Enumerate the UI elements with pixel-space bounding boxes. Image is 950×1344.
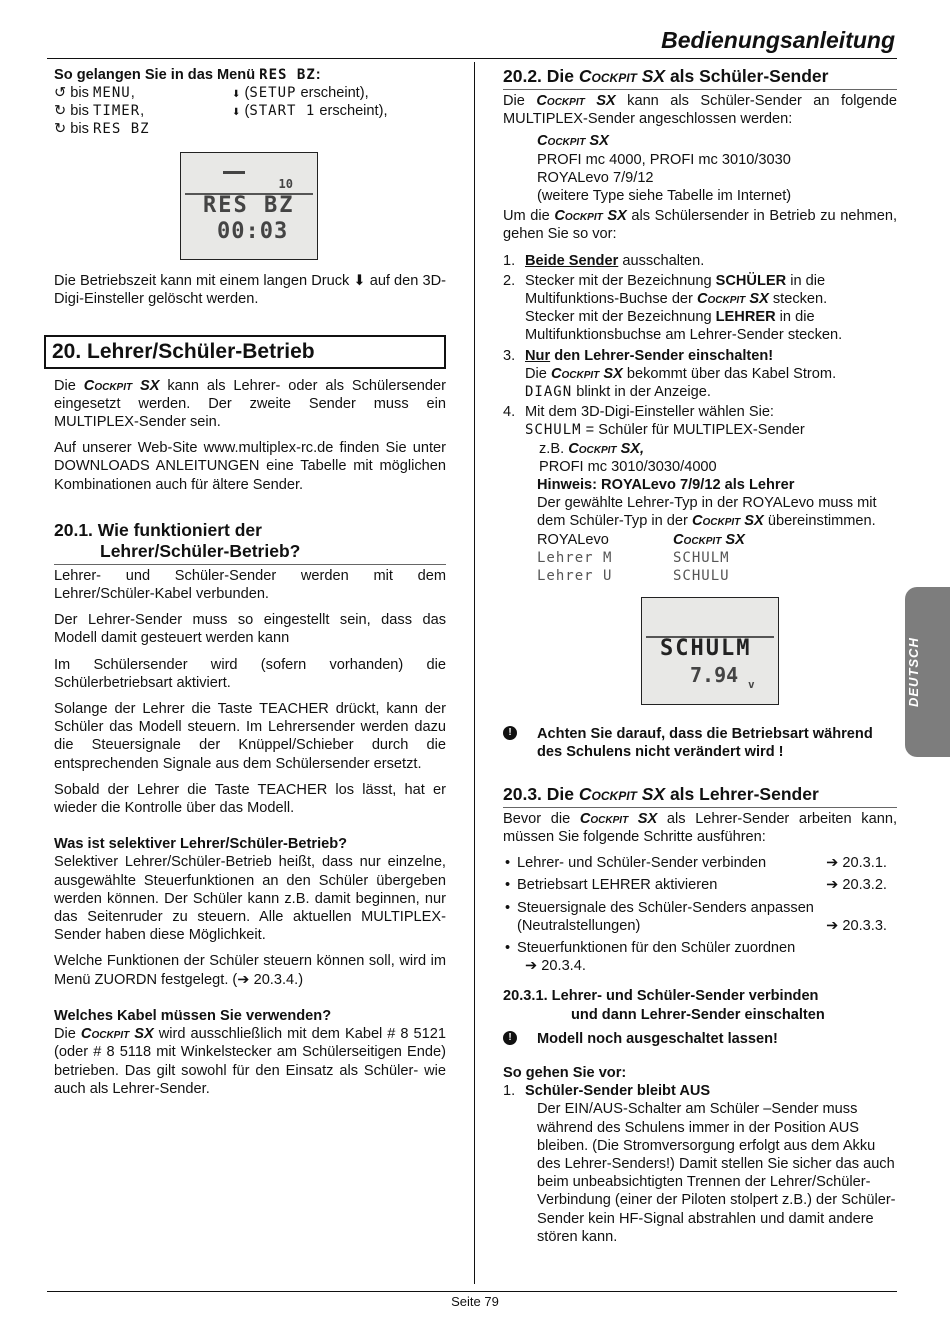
rotate-right-icon: ↻ [54,103,67,120]
warning-2: ! Modell noch ausgeschaltet lassen! [503,1030,897,1048]
menu-step: ↻ bis RES BZ [54,121,150,138]
warning-icon: ! [503,1031,517,1045]
press-down-icon: ⬇ [232,107,241,119]
language-tab [905,587,950,757]
procedure-heading: So gehen Sie vor: [503,1064,627,1081]
lcd-line-1: SCHULM [660,636,752,662]
selective-para-2: Welche Funktionen der Schüler steuern können soll, wird im Menü ZUORDN festgelegt. (➔ 20.3.4.) [54,953,446,988]
section-20-1-para-3: Im Schülersender wird (sofern vorhanden) die Schülerbetriebsart aktiviert. [54,656,446,691]
page-title: Bedienungsanleitung [661,27,895,53]
step-4: 4. Mit dem 3D-Digi-Einsteller wählen Sie: SCHULM = Schüler für MULTIPLEX-Sender z.B. Cockpit SX, PROFI mc 3010/3030/4000 Hinweis: ROYALevo 7/9/12 als Lehrer Der gewählte Lehrer-Typ in der ROYALevo muss mit dem Schüler-Typ in der Cockpit SX übereinstimmen. ROYALevo Cockpit SX Lehrer M SCHULM Lehrer U SCHULU [503,403,897,585]
left-column [54,66,446,1098]
lcd-line-2: 7.94 [690,663,739,688]
section-20-1-para-2: Der Lehrer-Sender muss so eingestellt sein, dass das Modell damit gesteuert werden kann [54,612,446,647]
lcd-line-2: 00:03 [217,219,289,245]
menu-step: ↻ bis TIMER, ⬇ (START 1 erscheint), [54,103,388,120]
language-tab-label: DEUTSCH [906,637,921,707]
section-20-1-para-5: Sobald der Lehrer die Taste TEACHER los lässt, hat er wieder die Kontrolle über das Modell. [54,781,446,817]
section-20-2-heading: 20.2. Die Cockpit SX als Schüler-Sender [503,66,897,90]
step-3: 3. Nur den Lehrer-Sender einschalten! Die Cockpit SX bekommt über das Kabel Strom. DIAGN blinkt in der Anzeige. [503,347,837,401]
lcd-unit: v [748,678,755,692]
compatible-senders: Cockpit SX PROFI mc 4000, PROFI mc 3010/3030 ROYALevo 7/9/12 (weitere Type siehe Tabelle im Internet) [537,133,792,205]
list-item: • Betriebsart LEHRER aktivieren ➔ 20.3.2. [503,876,897,894]
lcd-display-res-bz [180,152,318,260]
section-20-1-heading: 20.1. Wie funktioniert der Lehrer/Schüler-Betrieb? [54,520,446,565]
warning-icon: ! [503,726,517,740]
section-20-3-para: Bevor die Cockpit SX als Lehrer-Sender arbeiten kann, müssen Sie folgende Schritte ausführen: [503,810,897,845]
teacher-steps-list [503,854,897,975]
footer-rule [47,1291,897,1292]
header-rule [47,58,897,59]
menu-steps [54,84,446,138]
lcd-display-schulm [641,597,779,705]
section-20-para-1: Die Cockpit SX kann als Lehrer- oder als Schülersender eingesetzt werden. Der zweite Sender muss ein MULTIPLEX-Sender sein. [54,377,447,431]
column-divider [474,62,475,1284]
hint-text: Der gewählte Lehrer-Typ in der ROYALevo muss mit dem Schüler-Typ in der Cockpit SX übereinstimmen. [537,495,877,530]
section-20-2-para-2: Um die Cockpit SX als Schülersender in Betrieb zu nehmen, gehen Sie so vor: [503,208,898,243]
reset-note: Die Betriebszeit kann mit einem langen Druck ⬇ auf den 3D-Digi-Einsteller gelöscht werden. [54,273,446,308]
cable-para: Die Cockpit SX wird ausschließlich mit dem Kabel # 8 5121 (oder # 8 5118 mit Winkelstecker am Schülerseitigen Ende) betrieben. Das gilt sowohl für den Einsatz als Schüler- wie auch als Lehrer-Sender. [54,1026,447,1097]
selective-heading: Was ist selektiver Lehrer/Schüler-Betrieb? [54,836,348,853]
section-20-3-heading: 20.3. Die Cockpit SX als Lehrer-Sender [503,784,897,808]
student-steps [503,252,897,586]
procedure-list [503,1082,897,1246]
lcd-line-1: RES BZ [203,193,295,219]
section-20-para-2: Auf unserer Web-Site www.multiplex-rc.de finden Sie unter DOWNLOADS ANLEITUNGEN eine Tabelle mit möglichen Kombinationen auch für ältere Sender. [54,440,446,493]
warning-1: ! Achten Sie darauf, dass die Betriebsart während des Schulens nicht verändert wird ! [503,725,897,761]
list-item: • Steuerfunktionen für den Schüler zuordnen ➔ 20.3.4. [503,939,897,975]
rotate-right-icon: ↻ [54,121,67,138]
menu-intro: So gelangen Sie in das Menü RES BZ: [54,67,321,83]
type-table: ROYALevo Cockpit SX Lehrer M SCHULM Lehrer U SCHULU [537,531,745,585]
lcd-small-value: 10 [278,177,293,192]
section-20-2-para-1: Die Cockpit SX kann als Schüler-Sender an folgende MULTIPLEX-Sender angeschlossen werden: [503,93,898,128]
section-20-3-1-heading: 20.3.1. Lehrer- und Schüler-Sender verbinden und dann Lehrer-Sender einschalten [503,988,825,1023]
section-20-heading: 20. Lehrer/Schüler-Betrieb [44,335,446,369]
cable-heading: Welches Kabel müssen Sie verwenden? [54,1007,332,1024]
list-item: • Lehrer- und Schüler-Sender verbinden ➔ 20.3.1. [503,854,897,872]
page-number: Seite 79 [451,1294,499,1309]
menu-step: ↺ bis MENU, ⬇ (SETUP erscheint), [54,85,369,102]
lcd-bar [223,171,245,174]
procedure-step-1: 1. Schüler-Sender bleibt AUS Der EIN/AUS-Schalter am Schüler –Sender muss während des Schulens immer in der Position AUS bleiben. (Die Stromversorgung erfolgt aus dem Akku des Lehrer-Senders!) Damit stellen Sie sicher das auch beim unbeabsichtigten Trennen der Lehrer/Schüler-Verbindung (einer der Piloten stolpert z.B.) der Schüler-Sender kein HF-Signal abstrahlen und damit andere stören kann. [503,1083,896,1245]
list-item: • Steuersignale des Schüler-Senders anpassen (Neutralstellungen) ➔ 20.3.3. [503,899,897,935]
selective-para-1: Selektiver Lehrer/Schüler-Betrieb heißt, dass nur einzelne, ausgewählte Steuerfunktionen an den Schüler übergeben werden können. Der Schüler kann z.B. damit beginnen, nur das Seitenruder zu steuern. Alle aktuellen MULTIPLEX-Sender haben diese Möglichkeit. [54,854,446,944]
section-20-1-para-1: Lehrer- und Schüler-Sender werden mit dem Lehrer/Schüler-Kabel verbunden. [54,567,446,603]
press-down-icon: ⬇ [232,89,241,101]
step-1: 1. Beide Sender ausschalten. [503,252,705,269]
step-2: 2. Stecker mit der Bezeichnung SCHÜLER in die Multifunktions-Buchse der Cockpit SX stecken. Stecker mit der Bezeichnung LEHRER in die Multifunktionsbuchse am Lehrer-Sender stecken. [503,272,843,344]
rotate-left-icon: ↺ [54,85,67,102]
section-20-1-para-4: Solange der Lehrer die Taste TEACHER drückt, kann der Schüler das Modell steuern. Im Lehrersender werden dazu die Steuersignale der Knüppel/Schieber durch die entsprechenden Signale aus dem Schülersender ersetzt. [54,701,446,772]
right-column [503,66,897,1246]
